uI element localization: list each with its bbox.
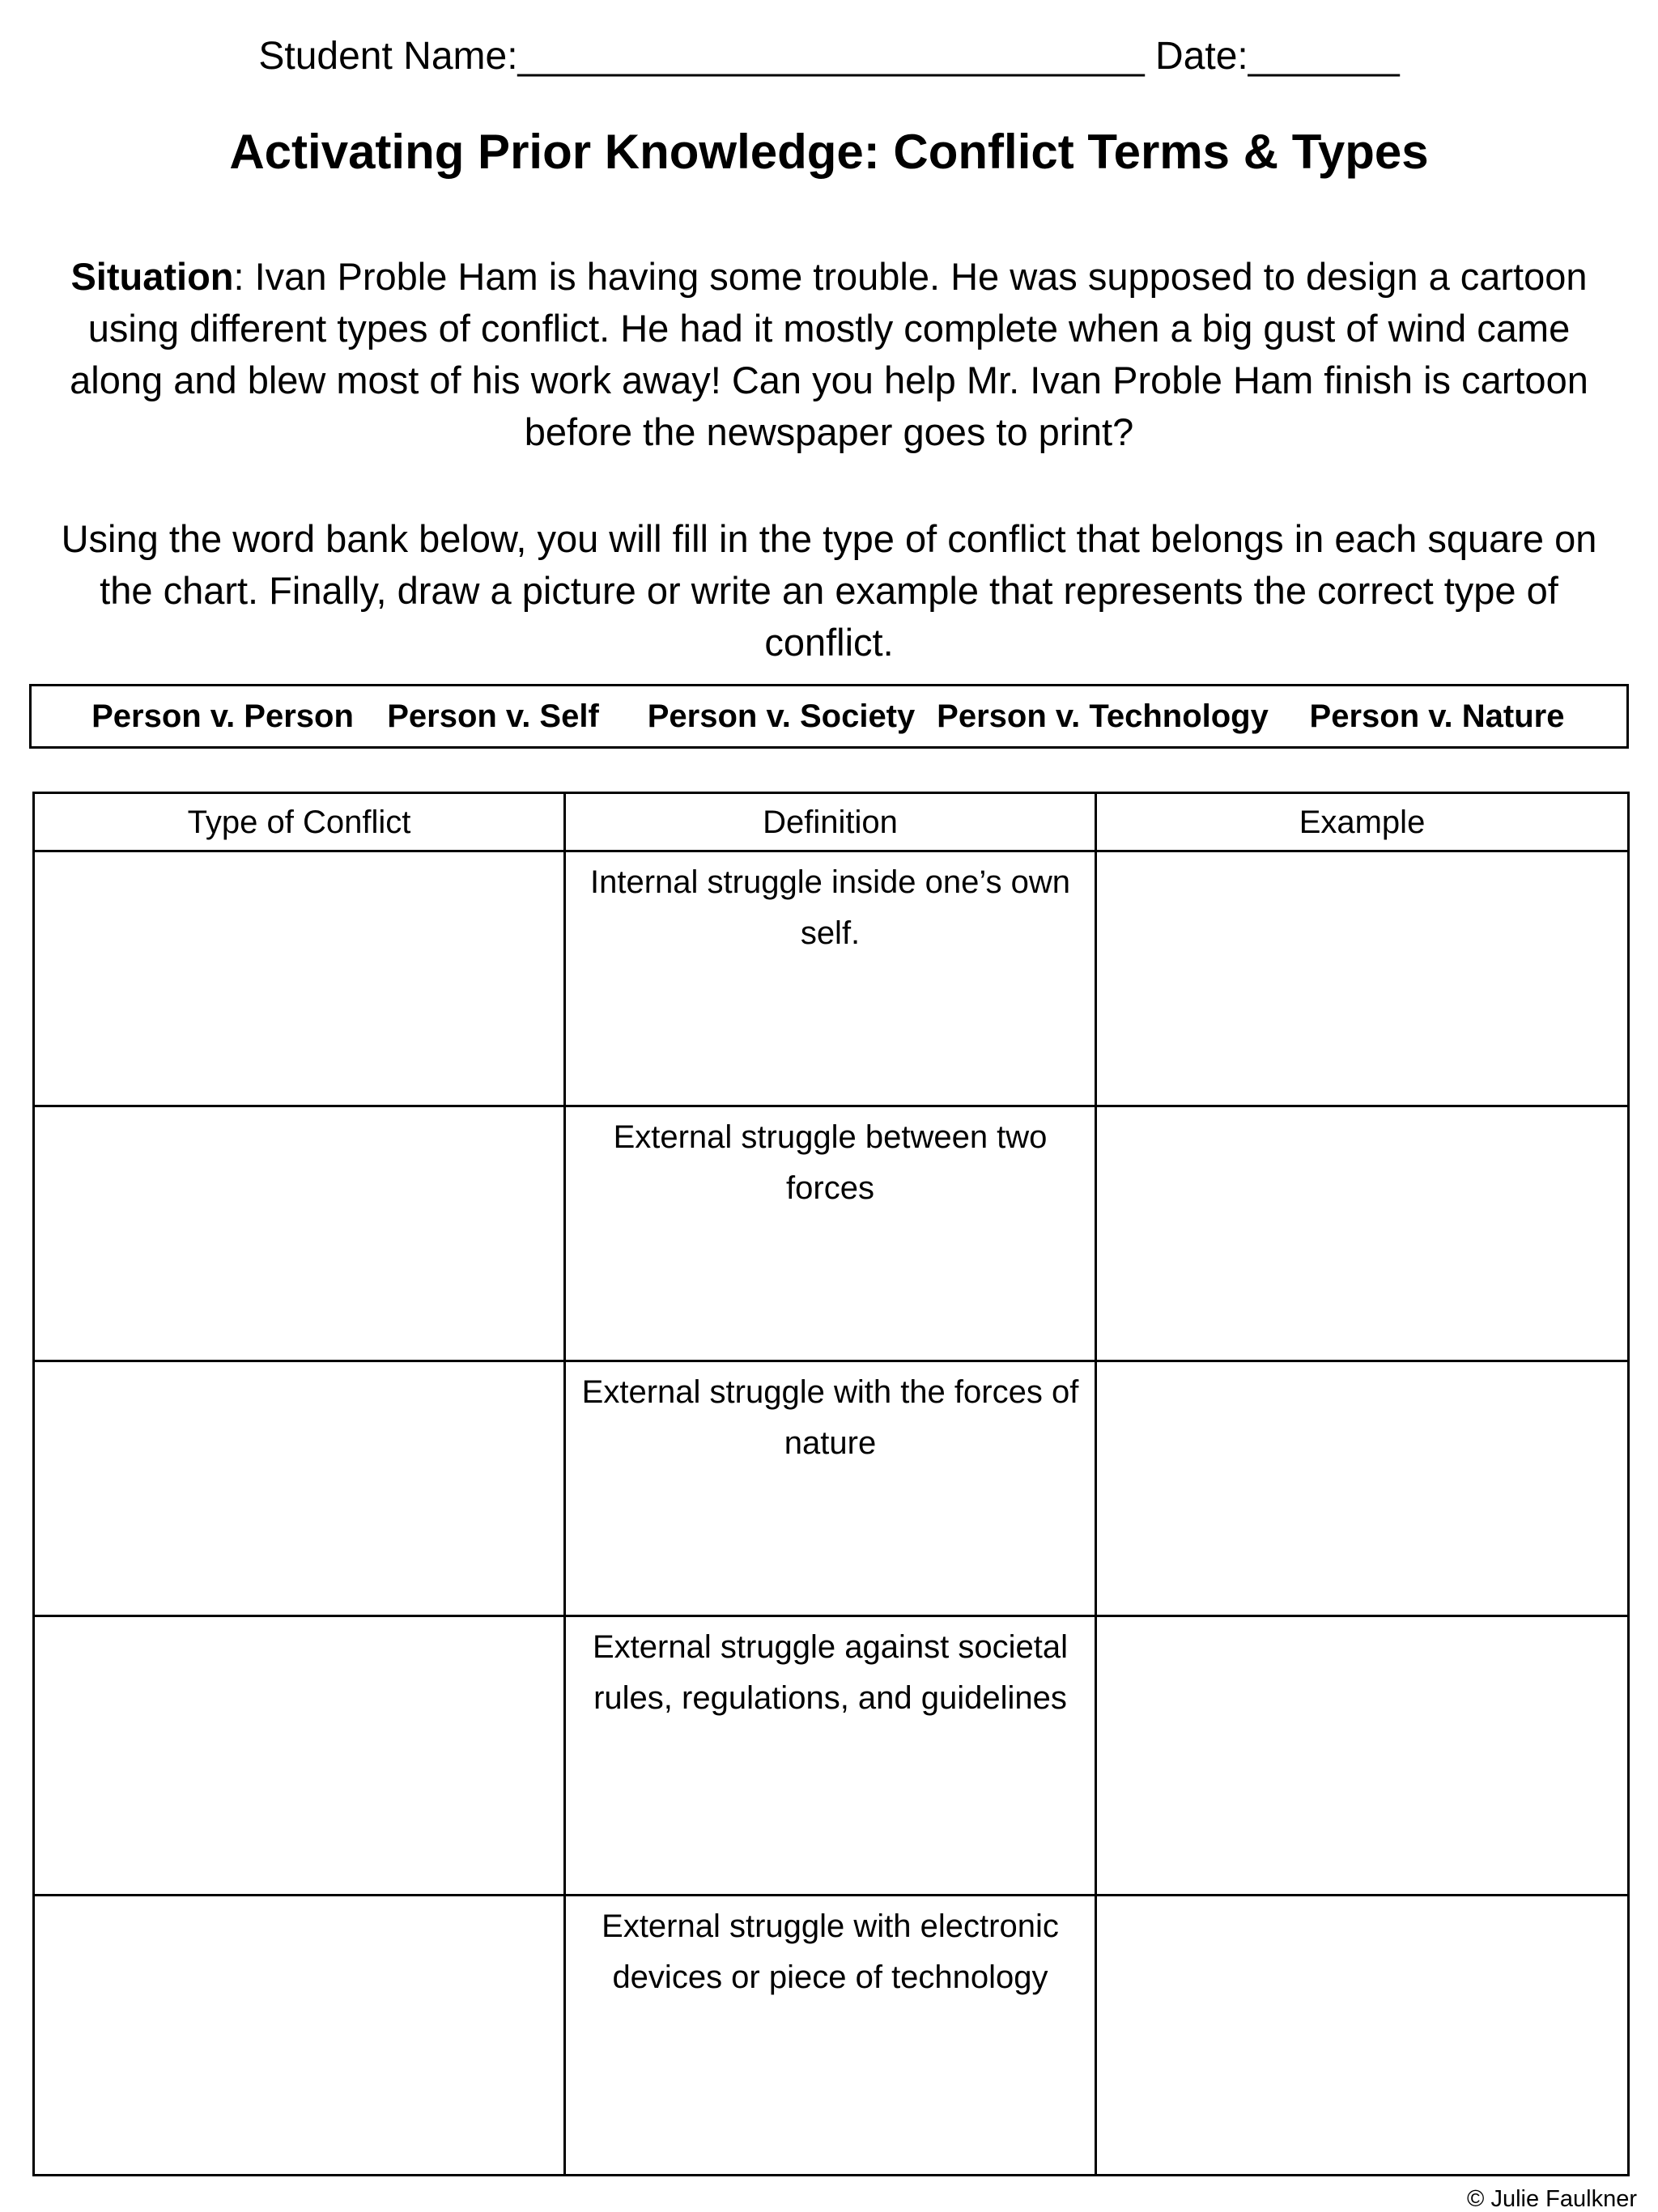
- definition-cell: External struggle between two forces: [565, 1106, 1096, 1361]
- student-name-date-line: Student Name:_____________________________ Date:_______: [258, 35, 1400, 78]
- column-header-definition: Definition: [565, 793, 1096, 851]
- definition-cell: External struggle with electronic devices or piece of technology: [565, 1896, 1096, 2176]
- word-bank-item: Person v. Person: [91, 698, 354, 734]
- type-cell[interactable]: [34, 1616, 565, 1896]
- example-cell[interactable]: [1096, 851, 1629, 1106]
- word-bank-item: Person v. Nature: [1309, 698, 1565, 734]
- example-cell[interactable]: [1096, 1106, 1629, 1361]
- definition-cell: External struggle against societal rules, regulations, and guidelines: [565, 1616, 1096, 1896]
- column-header-example: Example: [1096, 793, 1629, 851]
- table-row: [34, 851, 1629, 1106]
- word-bank: [29, 684, 1629, 749]
- situation-label: Situation: [70, 255, 234, 298]
- table-row: [34, 1616, 1629, 1896]
- type-cell[interactable]: [34, 1896, 565, 2176]
- example-cell[interactable]: [1096, 1616, 1629, 1896]
- type-cell[interactable]: [34, 1106, 565, 1361]
- word-bank-item: Person v. Technology: [937, 698, 1269, 734]
- column-header-type: Type of Conflict: [34, 793, 565, 851]
- situation-paragraph: [40, 251, 1618, 458]
- word-bank-item: Person v. Society: [647, 698, 916, 734]
- word-bank-item: Person v. Self: [387, 698, 599, 734]
- situation-text: : Ivan Proble Ham is having some trouble. He was supposed to design a cartoon using different types of conflict. He had it mostly complete when a big gust of wind came along and blew most of his work away! Can you help Mr. Ivan Proble Ham finish is cartoon before the newspaper goes to print?: [70, 255, 1588, 453]
- type-cell[interactable]: [34, 1361, 565, 1616]
- table-header-row: [34, 793, 1629, 851]
- type-cell[interactable]: [34, 851, 565, 1106]
- definition-cell: External struggle with the forces of nature: [565, 1361, 1096, 1616]
- table-row: [34, 1106, 1629, 1361]
- example-cell[interactable]: [1096, 1896, 1629, 2176]
- copyright-credit: © Julie Faulkner: [1467, 2186, 1637, 2212]
- worksheet-title: Activating Prior Knowledge: Conflict Terms & Types: [229, 125, 1429, 179]
- example-cell[interactable]: [1096, 1361, 1629, 1616]
- instructions-paragraph: Using the word bank below, you will fill in the type of conflict that belongs in each square on the chart. Finally, draw a picture or write an example that represents the correct type of conflict.: [61, 517, 1597, 664]
- table-row: [34, 1896, 1629, 2176]
- conflict-chart-table: [32, 792, 1630, 2176]
- table-row: [34, 1361, 1629, 1616]
- definition-cell: Internal struggle inside one’s own self.: [565, 851, 1096, 1106]
